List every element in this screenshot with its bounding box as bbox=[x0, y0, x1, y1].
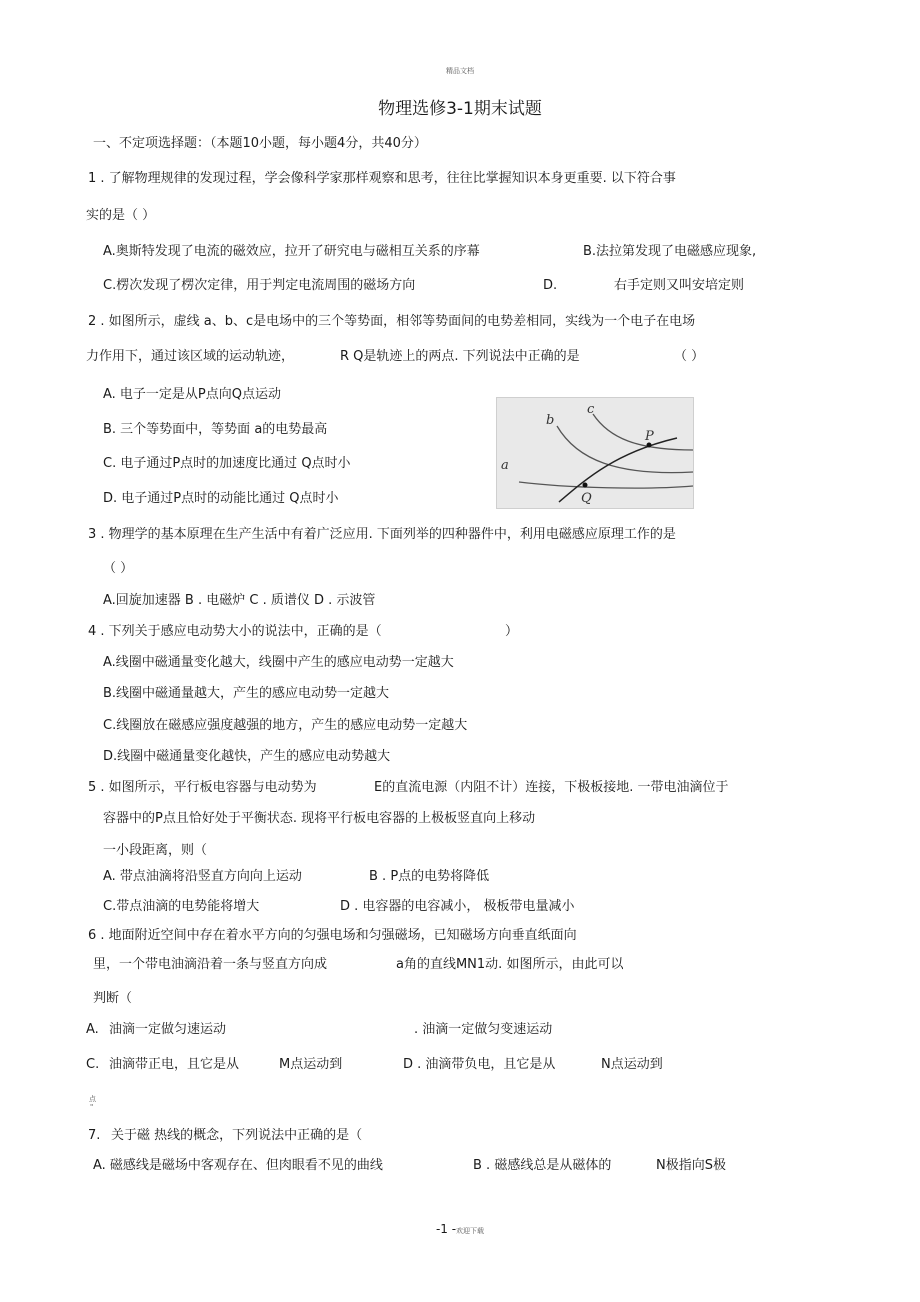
point-q bbox=[583, 483, 588, 488]
equipotential-a-curve bbox=[519, 482, 693, 488]
section-heading: 一、不定项选择题：（本题10小题，每小题4分，共40分） bbox=[93, 136, 427, 151]
q2-option-c: C. 电子通过P点时的加速度比通过 Q点时小 bbox=[103, 456, 351, 471]
q4-option-a: A.线圈中磁通量变化越大，线圈中产生的感应电动势一定越大 bbox=[103, 655, 454, 670]
q2-equipotential-figure bbox=[496, 397, 694, 509]
q5-option-c: C.带点油滴的电势能将增大 bbox=[103, 899, 260, 914]
q5-stem-line1b: E的直流电源（内阻不计）连接，下极板接地. 一带电油滴位于 bbox=[374, 780, 729, 795]
q1-option-b: B.法拉第发现了电磁感应现象, bbox=[583, 244, 757, 259]
q3-options: A.回旋加速器 B . 电磁炉 C . 质谱仪 D . 示波管 bbox=[103, 593, 376, 608]
q5-option-a: A. 带点油滴将沿竖直方向向上运动 bbox=[103, 869, 302, 884]
equipotential-c-curve bbox=[593, 414, 693, 450]
q7-option-a: A. 磁感线是磁场中客观存在、但肉眼看不见的曲线 bbox=[93, 1158, 383, 1173]
q3-stem-line1: 3 . 物理学的基本原理在生产生活中有着广泛应用. 下面列举的四种器件中，利用电磁感应原理工作的是 bbox=[88, 527, 676, 542]
q2-option-a: A. 电子一定是从P点向Q点运动 bbox=[103, 387, 282, 402]
q6-tail-line2: " bbox=[90, 1103, 94, 1111]
page-title: 物理选修3-1期末试题 bbox=[378, 99, 542, 119]
footer-note: 欢迎下载 bbox=[456, 1227, 485, 1235]
q5-option-b: B . P点的电势将降低 bbox=[369, 869, 490, 884]
q2-option-d: D. 电子通过P点时的动能比通过 Q点时小 bbox=[103, 491, 339, 506]
q7-stem: 关于磁 热线的概念，下列说法中正确的是（ bbox=[111, 1128, 363, 1143]
q1-option-d-text: 右手定则又叫安培定则 bbox=[614, 278, 745, 293]
q4-stem: 4 . 下列关于感应电动势大小的说法中，正确的是（ bbox=[88, 624, 382, 639]
q6-stem-line2a: 里，一个带电油滴沿着一条与竖直方向成 bbox=[93, 957, 328, 972]
q2-stem-line1: 2 . 如图所示，虚线 a、b、c是电场中的三个等势面，相邻等势面间的电势差相同，实线为一个电子在电场 bbox=[88, 314, 696, 329]
label-q: Q bbox=[581, 491, 592, 506]
q1-option-c: C.楞次发现了楞次定律，用于判定电流周围的磁场方向 bbox=[103, 278, 416, 293]
q5-stem-line1a: 5 . 如图所示，平行板电容器与电动势为 bbox=[88, 780, 317, 795]
q6-option-c-label: C. bbox=[86, 1057, 100, 1072]
q7-option-b-part2: N极指向S极 bbox=[656, 1158, 726, 1173]
page-number: -1 - bbox=[435, 1222, 457, 1236]
q7-option-b-part1: B . 磁感线总是从磁体的 bbox=[473, 1158, 612, 1173]
q1-option-a: A.奥斯特发现了电流的磁效应，拉开了研究电与磁相互关系的序幕 bbox=[103, 244, 480, 259]
q5-stem-line3: 一小段距离，则（ bbox=[103, 843, 208, 858]
q2-answer-paren: （ ） bbox=[674, 349, 705, 364]
q6-tail-line1: 点 bbox=[89, 1095, 96, 1103]
q6-stem-line3: 判断（ bbox=[93, 991, 133, 1006]
q6-option-d-text1: D . 油滴带负电，且它是从 bbox=[403, 1057, 556, 1072]
q6-option-a-label: A. bbox=[86, 1022, 99, 1037]
q5-stem-line2: 容器中的P点且恰好处于平衡状态. 现将平行板电容器的上极板竖直向上移动 bbox=[103, 811, 536, 826]
label-p: P bbox=[645, 429, 654, 444]
q6-stem-line2b: a角的直线MN1动. 如图所示，由此可以 bbox=[396, 957, 624, 972]
q6-stem-line1: 6 . 地面附近空间中存在着水平方向的匀强电场和匀强磁场，已知磁场方向垂直纸面向 bbox=[88, 928, 577, 943]
q4-option-c: C.线圈放在磁感应强度越强的地方，产生的感应电动势一定越大 bbox=[103, 718, 468, 733]
q1-option-d-label: D. bbox=[543, 278, 558, 293]
q2-stem-line2b: R Q是轨迹上的两点. 下列说法中正确的是 bbox=[340, 349, 580, 364]
q3-stem-line2: （ ） bbox=[103, 561, 134, 576]
q6-option-d-text2: N点运动到 bbox=[601, 1057, 663, 1072]
q4-option-b: B.线圈中磁通量越大，产生的感应电动势一定越大 bbox=[103, 686, 390, 701]
q1-stem-line2: 实的是（ ） bbox=[86, 208, 156, 223]
page-header: 精品文档 bbox=[446, 67, 474, 75]
label-b: b bbox=[546, 413, 555, 428]
q4-option-d: D.线圈中磁通量变化越快，产生的感应电动势越大 bbox=[103, 749, 391, 764]
q5-option-d: D . 电容器的电容减小， 极板带电量减小 bbox=[340, 899, 575, 914]
q7-number: 7. bbox=[88, 1128, 101, 1143]
q6-option-c-text1: 油滴带正电，且它是从 bbox=[109, 1057, 240, 1072]
q4-stem-paren: ） bbox=[505, 624, 519, 639]
q6-option-a-text: 油滴一定做匀速运动 bbox=[109, 1022, 227, 1037]
q2-stem-line2: 力作用下，通过该区域的运动轨迹， bbox=[86, 349, 295, 364]
q6-option-c-text2: M点运动到 bbox=[279, 1057, 343, 1072]
q1-stem-line1: 1 . 了解物理规律的发现过程，学会像科学家那样观察和思考，往往比掌握知识本身更重要. 以下符合事 bbox=[88, 171, 676, 186]
q2-option-b: B. 三个等势面中，等势面 a的电势最高 bbox=[103, 422, 328, 437]
page-footer bbox=[0, 1222, 920, 1236]
label-c: c bbox=[587, 402, 595, 417]
label-a: a bbox=[501, 458, 509, 473]
q6-option-b-text: . 油滴一定做匀变速运动 bbox=[414, 1022, 553, 1037]
